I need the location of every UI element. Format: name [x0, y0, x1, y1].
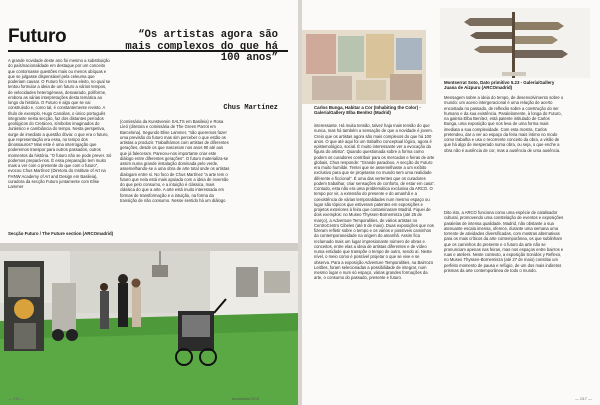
left-body-column-2: (comissária da Kunstverein SALTS em Basileia) e Rosa Lleó (diretora e comissária de The Green Parrot em Barcelona). Segundo Elise Lammer, “não queremos fazer uma previsão do futuro mas sim perceber o que estão os artistas a produzir. Trabalhámos com artistas de diferentes gerações, desde os que nasceram nos anos 90 até aos que já faleceram. Pareceu-nos importante criar este diálogo entre diferentes gerações”. O futuro materializa-se assim numa grande instalação dominada pelo verde, assemelhando-se a uma obra de arte total onde os artistas dialogam entre si. No foco de Chus Martínez “a arte tem o futuro que nela está mais apoiada com a ideia de inversão do que pelo consumo, e a intuição é clássica, mais clássica do que a arte. A arte está muito interessada em formas de transformação e a intuição, na forma da transição de não consumo. Nesse sentido há um diálogo: [120, 119, 230, 203]
pull-quote: “Os artistas agora são mais complexos do que há 100 anos”: [125, 29, 278, 65]
photo-caption-future-section: Secção Futuro / The Future section (ARCOmadrid): [8, 231, 114, 236]
painting-caption: Carlos Bunga, Habitar a Cor (Inhabiting the Color) - Galería/Gallery Elba Benítez (Madrid): [314, 105, 421, 116]
right-page-number: — 017 —: [575, 396, 592, 401]
signpost-caption: Montserrat Soto, Dato primitivo 5.23 - Galería/Gallery Juana de Aizpuru (ARCOmadrid): [444, 80, 555, 91]
left-page-number: — 016 —: [8, 396, 25, 401]
signpost-illustration: [440, 8, 590, 78]
photo-credit: arcomadrid 2019: [232, 397, 259, 401]
section-title: Futuro: [8, 26, 67, 47]
left-body-column-1: A grande novidade deste ano foi mesmo a substituição do país/nacionalidade em destaque por um conceito que contornasse questões mais ou menos ubíquas e que se julgasse dispensável pela celeuma que poderiam causar. O Futuro foi o tema eleito, no qual se tentou formular a ideia de um futuro a vários tempos, de velocidades heterogéneas, desvairado, poliforme, embora as várias interpretações desta temática ao longo da história. O Futuro é algo que se vai construindo e, como tal, é constantemente revisto. A título de exemplo, Hugo Canoilas, o único português integrante nesta secção, faz dos distantes períodos geológicos do Cretáceo, símbolos imaginados do Jurássico e cambiância do tempo. Nesta perspetiva, surge de imediato a questão óbvia: o que era o futuro, que representação era essa, no tempo dos dinossauros? Mas este é uma interrogação que poderemos transpor para outros passados, outros momentos da história. “O futuro não se pode prever. Só podemos prepará-nos. É essa preparação tem muito mais a ver com o presente do que com o futuro”, evocou Chus Martínez (Diretora do Institute of Art na FHNW Academy of Art and Design em Basileia), curadora da secção Futuro juntamente com Elise Lammer: [8, 58, 112, 189]
right-body-column-3: Dito isto, a ARCO funciona como uma espécie de catalisador cultural, promovendo uma constelação de eventos e exposições paralelas de intensa qualidade. Madrid, não obstante a sua atenuante escala imensa, oferece, durante uma semana uma torrente de atividades diversificadas, com mostras alternativas para os mais críticos da arte contemporânea, os que sublinham que os caminhos do presente e o futuro da arte não se pronunciam apenas nas feiras, mas nos espaços entre bairros e ruas e ateliers. Neste contexto, a exposição Sonidos y Reflexo, no Museo Thyssen-Bornemisza (até 27 de maio) constitui um perfeito momento de pausa e refúgio, de um dos mais indiretos prismas da arte contemporânea de todo o mundo.: [444, 210, 564, 273]
left-page: [0, 0, 298, 405]
painting-illustration: [302, 30, 426, 104]
signpost-sculpture-photo: [440, 8, 590, 78]
painting-photo: [302, 30, 426, 104]
right-body-column-1: interessante. Há muita tensão, talvez haja mais tensão do que nunca, mas há também a sensação de que a novidade é jovem. Creio que os artistas agora são mais complexos do que há 100 anos. O que até aqui foi um trabalho conceptual lógico, agora é epistemológico, social. É muito interessante ver a evocação da figura do artista”. Quando questionada sobre a forma como podem os curadores contribuir para os mercados e feiras de arte globais, Chus responde: “Grande paradoxo. A secção do Futuro era muito humilde. Tentei que se assemelhasse a um exíbito exclusivo para que se projetasse no mundo sem uma realidade diferente e ficcional”. É uma das vertentes que os curadores podem trabalhar, criar sensações de conforto, de estar em casa”. Contudo, esta não era uma problemática exclusiva da ARCO. O tempo por vir, a extensão do presente e do amanhã e a coexistência de várias temporalidades num mesmo espaço ou lugar são tópicos que estiveram patentes em exposições e projetos exteriores à feira que contaminaram Madrid. Fiquei de dois exemplos: no Museo Thyssen-Bornemisza (até 25 de março), a Adventure Temporalities, de vários artistas no CentroCentro Cibeles (até 6 de maio). Duas exposições que nos fizeram refletir sobre o tempo e os vários e possíveis caminhos da contemporaneidade na origem do amanhã. Assim fica reclamado mais um lugar impresionante número de obras e conceitos, entre elas a ideia de artistas diferentes e de vídeo numa entidade que transpõe o tempo de outro, sendo aí. Neste nível, o meio como é possível projetar o que se vive e se observa. Para a exposição Adventure Temporalities, na Bairrozo Leitões, foram selecionadas a possibilidade de integrar, num mesmo lugar e num só espaço, várias grandes formações da arte, o consumo do passado, presente e futuro.: [314, 123, 436, 281]
gallery-installation-photo: [0, 243, 298, 405]
gallery-installation-illustration: [0, 243, 298, 405]
pull-quote-author: Chus Martínez: [223, 104, 278, 112]
right-body-column-2: Mensagem sobre a ideia do tempo, de desenvolvimento sobre o mundo: um aceno intergeracional é uma relação de acerto encostada no passado, de reflexão sobre a construção do ser humano e da sua existência. Paralelamente, à longa do Futuro, na galeria Elba Benítez, está patente intitulado de Carlos Bunga, uma exposição que nos leva de uma forma mais imediata a sua complexidade. Com esta mostra, Carlos pretendeu, dar a ver ao espaço da feira mais íntimo no modo como trabalha e usa o recorrente conceito da obra, a visão de que há algo de inesperado numa obra, ou seja, o que enche a obra não é ausência de cor, mas a ausência de uma ausência.: [444, 95, 564, 153]
